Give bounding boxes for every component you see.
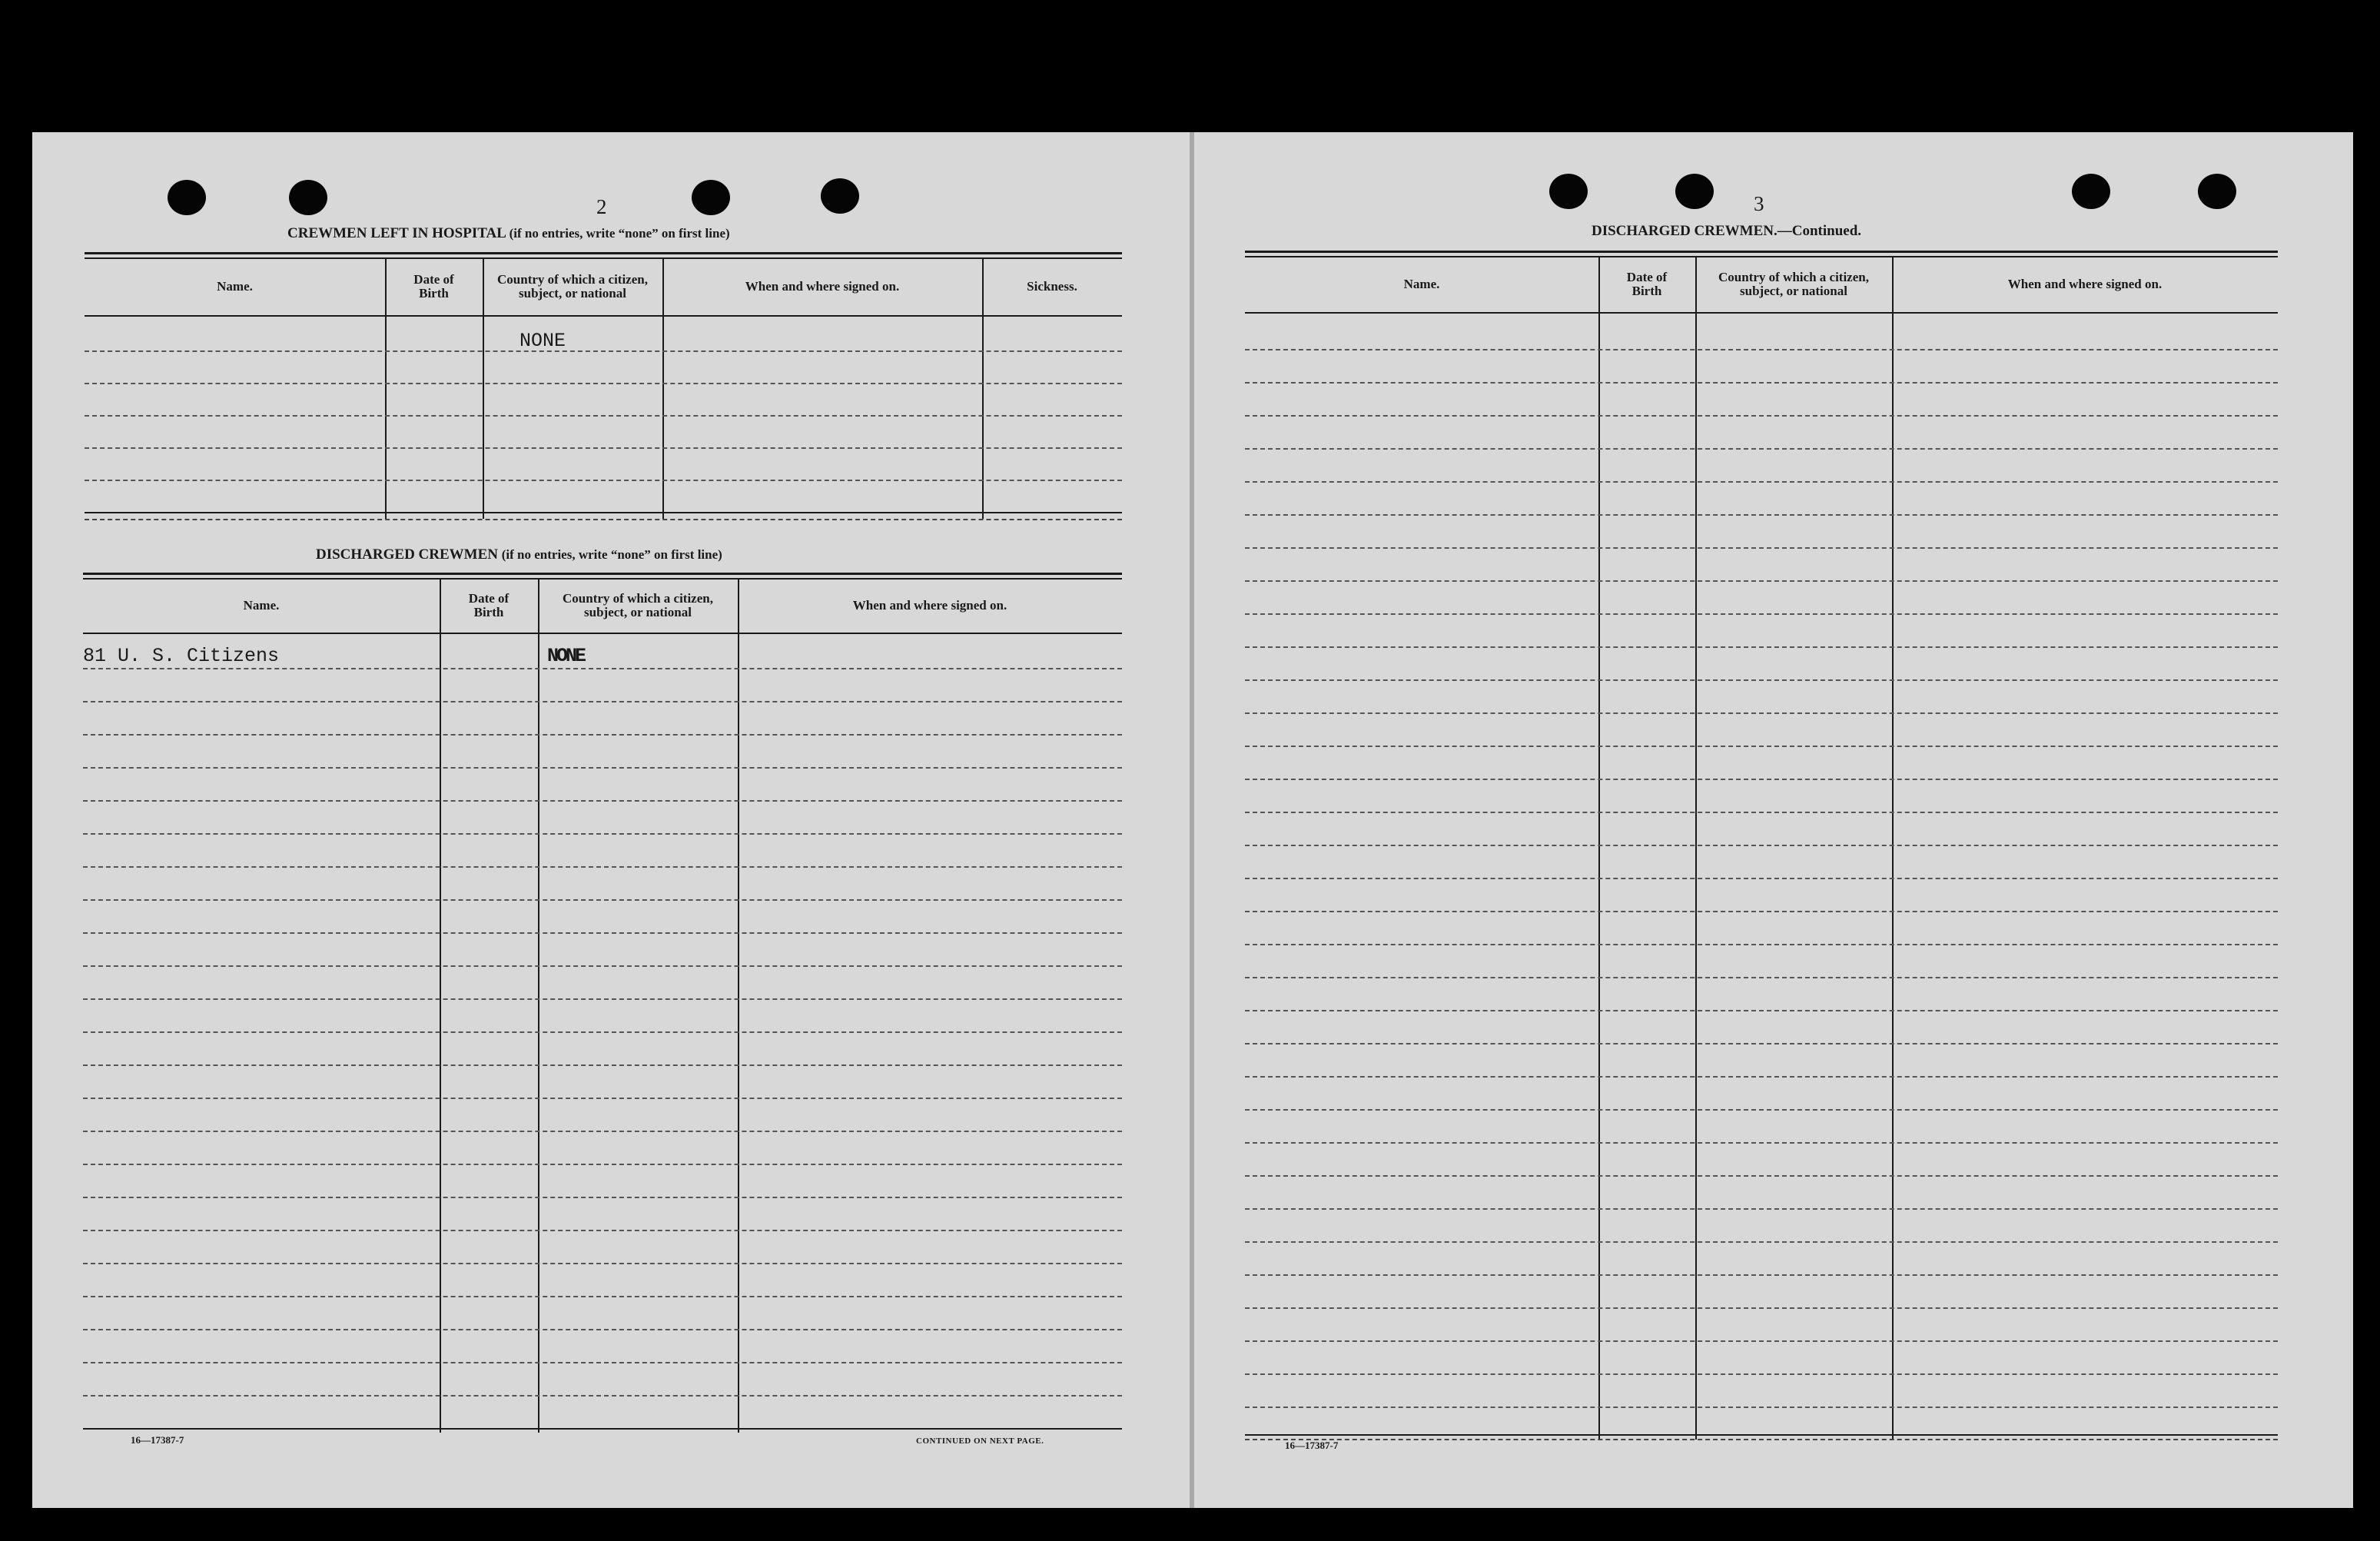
- discharged-continued-table: [1245, 251, 2278, 1439]
- hospital-header-signed-on: When and where signed on.: [745, 279, 900, 294]
- hospital-header-birth: Date of Birth: [413, 272, 454, 301]
- discharged-entry-name: 81 U. S. Citizens: [83, 645, 280, 667]
- discharged-note: (if no entries, write “none” on first line): [501, 547, 722, 562]
- hospital-entry-country: NONE: [519, 330, 566, 352]
- discharged-entry-country: NONE: [547, 645, 585, 667]
- hospital-title: CREWMEN LEFT IN HOSPITAL: [287, 225, 506, 241]
- form-number: 16—17387-7: [131, 1434, 184, 1446]
- page-fold: [1190, 132, 1194, 1508]
- punch-hole: [692, 180, 730, 215]
- hospital-section-title: [287, 225, 730, 242]
- continued-header-country: Country of which a citizen, subject, or national: [1718, 270, 1869, 298]
- hospital-header-name: Name.: [217, 279, 253, 294]
- discharged-header-signed-on: When and where signed on.: [852, 598, 1007, 613]
- discharged-section-title: [316, 546, 722, 563]
- punch-hole: [289, 180, 327, 215]
- continued-header-name: Name.: [1403, 277, 1440, 291]
- discharged-continued-title: DISCHARGED CREWMEN.—Continued.: [1592, 223, 1862, 239]
- continued-header-birth: Date of Birth: [1626, 270, 1668, 298]
- continued-header-signed-on: When and where signed on.: [2007, 277, 2163, 291]
- discharged-header-birth: Date of Birth: [468, 591, 510, 619]
- punch-hole: [2072, 174, 2110, 209]
- hospital-header-country: Country of which a citizen, subject, or national: [497, 272, 648, 301]
- punch-hole: [821, 178, 859, 214]
- punch-hole: [1549, 174, 1588, 209]
- discharged-title: DISCHARGED CREWMEN: [316, 546, 498, 563]
- hospital-note: (if no entries, write “none” on first line): [509, 226, 730, 241]
- form-number: 16—17387-7: [1285, 1440, 1339, 1451]
- punch-hole: [2198, 174, 2236, 209]
- discharged-table: [83, 573, 1122, 1433]
- page-number: 2: [596, 195, 607, 218]
- punch-hole: [1675, 174, 1714, 209]
- continued-note: CONTINUED ON NEXT PAGE.: [916, 1436, 1044, 1446]
- punch-hole: [168, 180, 206, 215]
- hospital-table: [85, 252, 1122, 521]
- hospital-header-sickness: Sickness.: [1027, 279, 1077, 294]
- page-number: 3: [1754, 192, 1764, 215]
- discharged-header-name: Name.: [243, 598, 280, 613]
- discharged-header-country: Country of which a citizen, subject, or national: [563, 591, 713, 619]
